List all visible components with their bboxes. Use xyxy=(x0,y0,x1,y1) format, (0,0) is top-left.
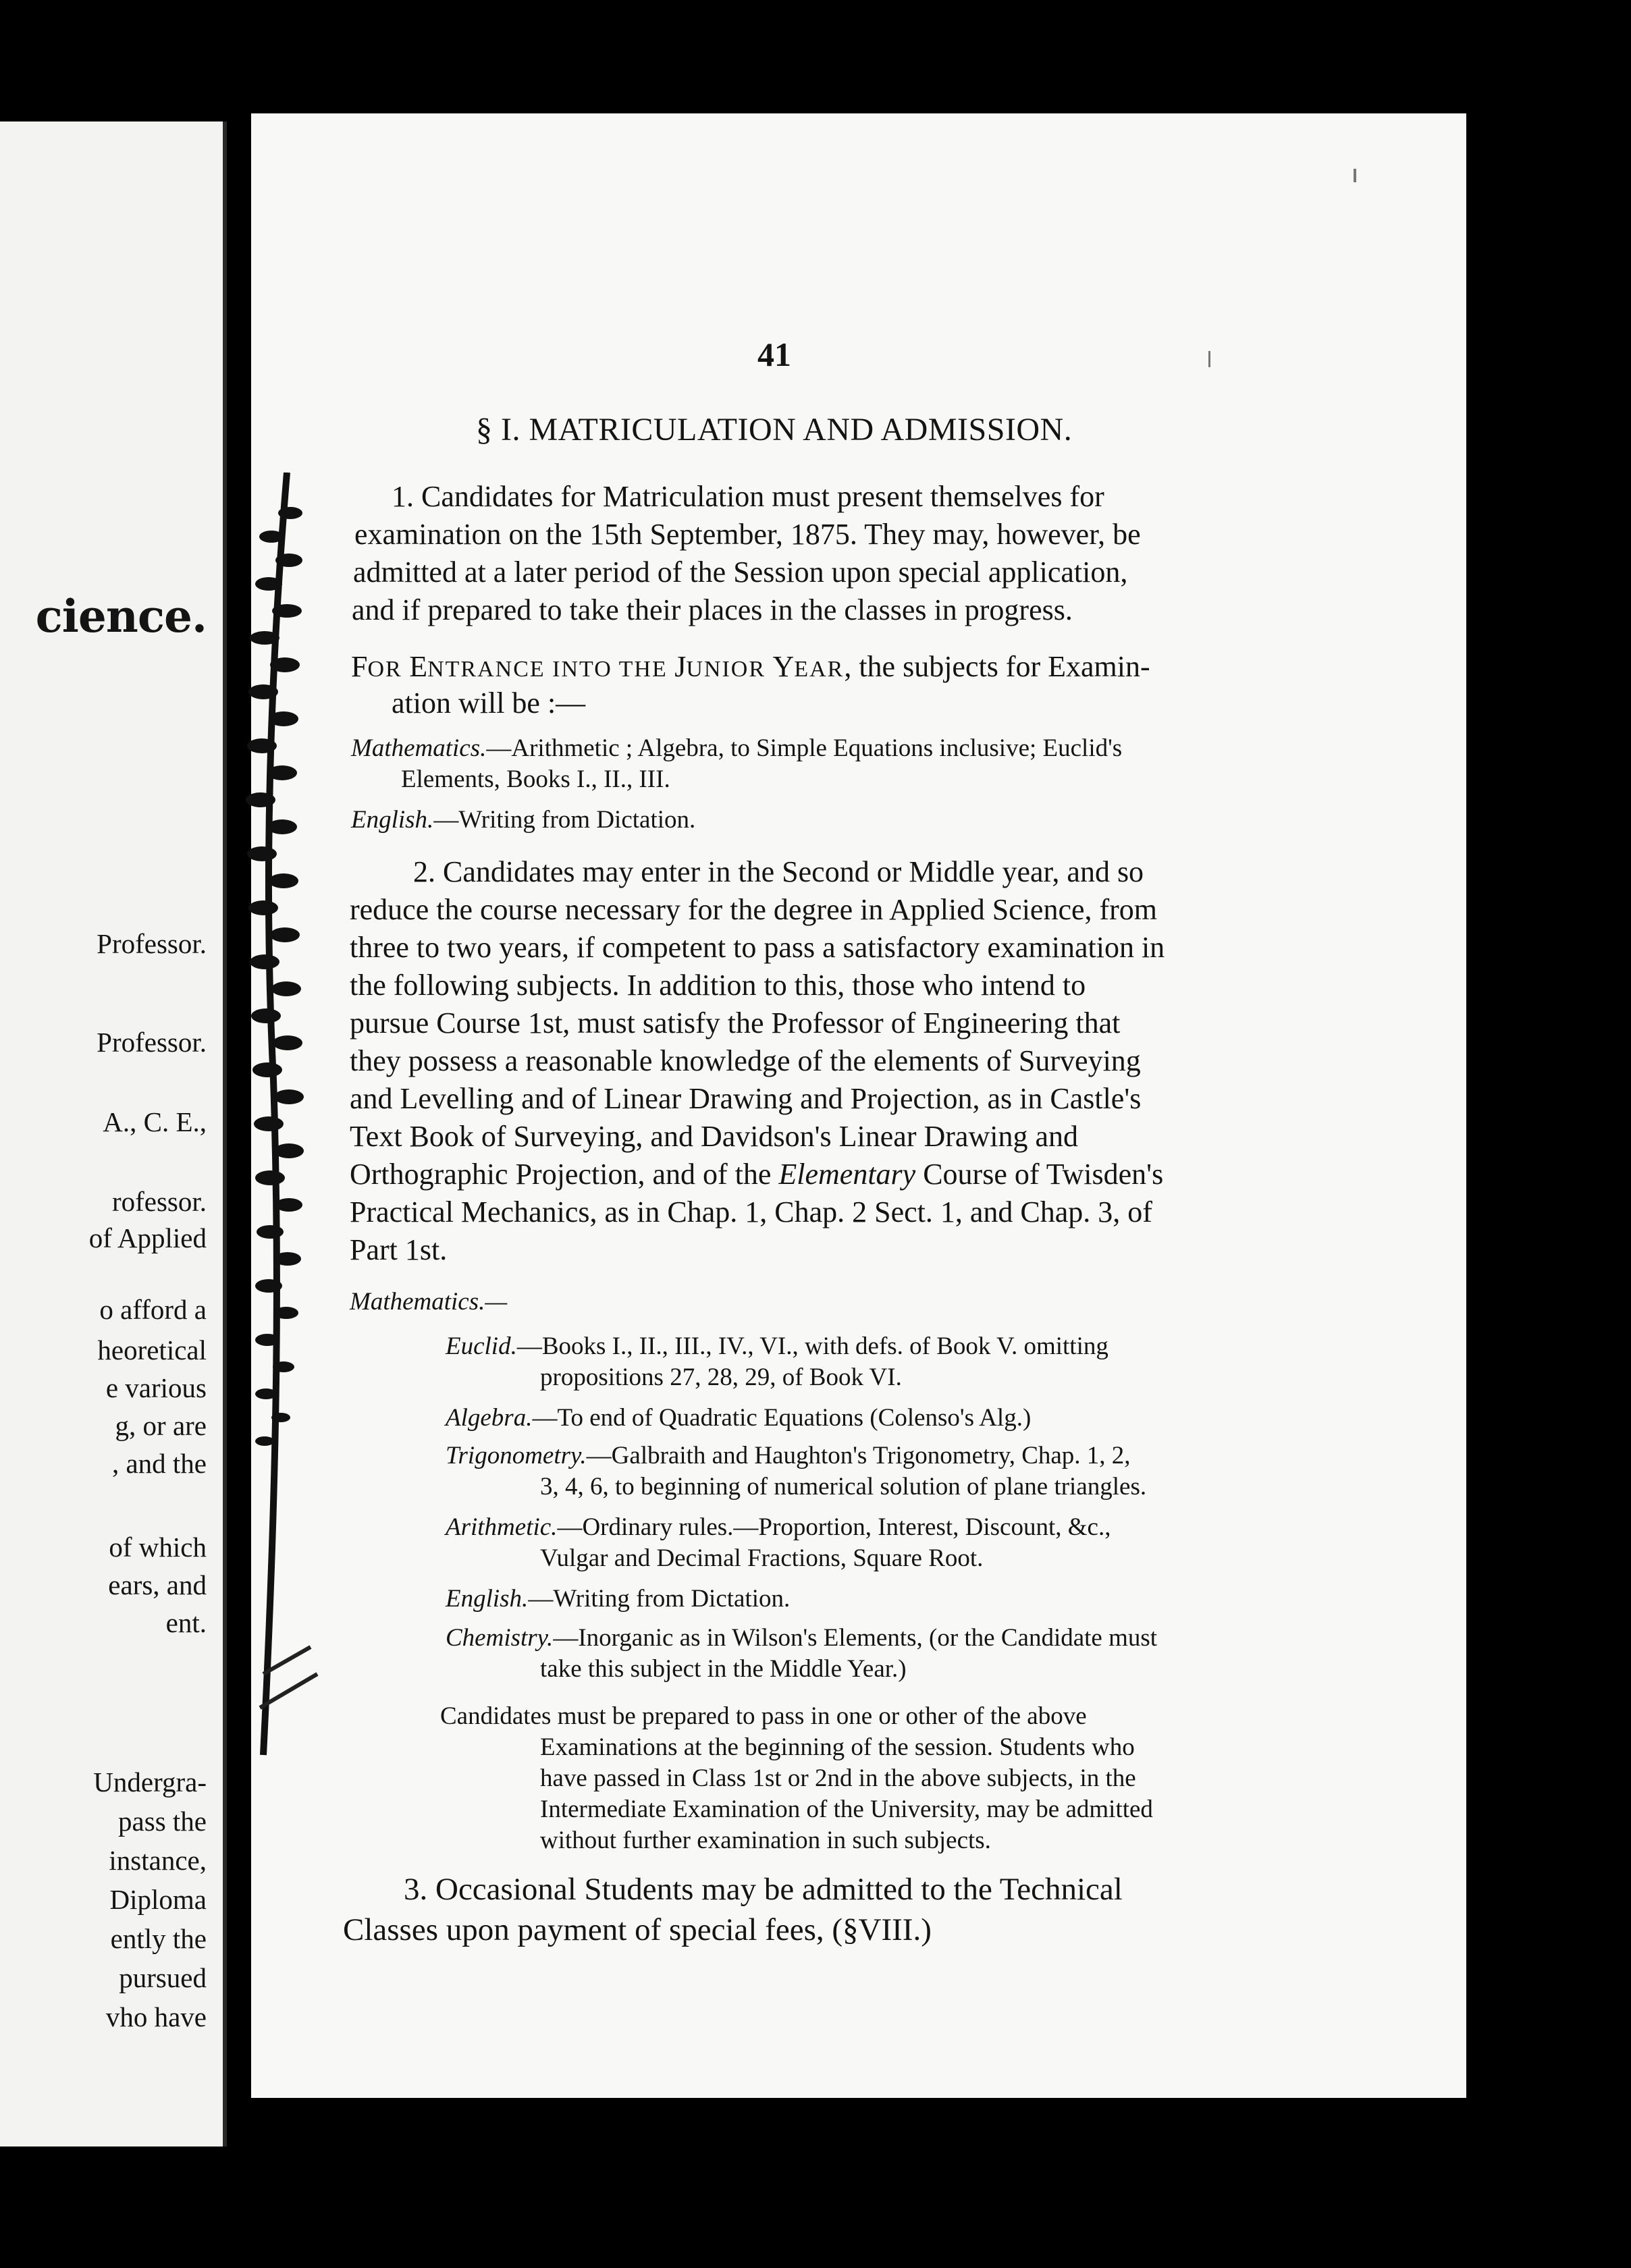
para1-line: examination on the 15th September, 1875. They may, however, be xyxy=(354,518,1141,551)
left-page-line: pass the xyxy=(118,1806,207,1837)
left-page-line: instance, xyxy=(109,1845,207,1876)
para2-line: the following subjects. In addition to this, those who intend to xyxy=(350,969,1086,1002)
left-page-line: heoretical xyxy=(97,1334,207,1366)
para2-line: 2. Candidates may enter in the Second or Middle year, and so xyxy=(413,855,1144,888)
left-page-line: e various xyxy=(105,1372,207,1403)
mathematics-label: Mathematics.— xyxy=(350,1288,508,1316)
candidates-note-line: Intermediate Examination of the University, may be admitted xyxy=(540,1796,1153,1823)
dust-mark xyxy=(1208,351,1210,367)
junior-year-heading: FOR ENTRANCE INTO THE JUNIOR YEAR, the subjects for Examin- xyxy=(351,650,1150,683)
middle-subject-arithmetic-cont: Vulgar and Decimal Fractions, Square Root. xyxy=(540,1544,984,1572)
middle-subject-chemistry-cont: take this subject in the Middle Year.) xyxy=(540,1655,907,1683)
para2-line: pursue Course 1st, must satisfy the Professor of Engineering that xyxy=(350,1006,1121,1040)
left-page-line: ently the xyxy=(110,1923,207,1954)
page-number: 41 xyxy=(757,335,791,373)
middle-subject-english: English.—Writing from Dictation. xyxy=(446,1585,791,1613)
candidates-note-line: Candidates must be prepared to pass in one or other of the above xyxy=(440,1702,1087,1730)
junior-subject-mathematics-cont: Elements, Books I., II., III. xyxy=(401,765,670,793)
middle-subject-euclid: Euclid.—Books I., II., III., IV., VI., with defs. of Book V. omitting xyxy=(446,1332,1108,1360)
left-page-line: ears, and xyxy=(108,1569,207,1600)
para1-line: admitted at a later period of the Session upon special application, xyxy=(353,556,1128,589)
para2-line: reduce the course necessary for the degree in Applied Science, from xyxy=(350,893,1158,926)
para3-line: 3. Occasional Students may be admitted to the Technical xyxy=(404,1872,1123,1907)
para2-line: and Levelling and of Linear Drawing and Projection, as in Castle's xyxy=(350,1082,1142,1115)
middle-subject-arithmetic: Arithmetic.—Ordinary rules.—Proportion, Interest, Discount, &c., xyxy=(446,1513,1111,1541)
dust-mark xyxy=(1354,169,1356,182)
middle-subject-algebra: Algebra.—To end of Quadratic Equations (Colenso's Alg.) xyxy=(446,1404,1032,1432)
left-page-line: of Applied xyxy=(88,1222,207,1253)
section-heading: § I. MATRICULATION AND ADMISSION. xyxy=(476,412,1073,448)
para2-line: Orthographic Projection, and of the Elementary Course of Twisden's xyxy=(350,1158,1164,1191)
middle-subject-trigonometry-cont: 3, 4, 6, to beginning of numerical solution of plane triangles. xyxy=(540,1473,1147,1501)
left-page-line: Professor. xyxy=(97,1027,207,1058)
left-page-line: rofessor. xyxy=(111,1186,207,1217)
pressed-fern-image xyxy=(223,473,338,1823)
para2-line: Part 1st. xyxy=(350,1233,448,1266)
junior-subject-english: English.—Writing from Dictation. xyxy=(351,806,696,834)
left-page-line: Diploma xyxy=(109,1884,207,1915)
para1-line: 1. Candidates for Matriculation must present themselves for xyxy=(392,480,1104,513)
left-page-line: A., C. E., xyxy=(103,1106,207,1137)
left-page-line: of which xyxy=(109,1532,207,1563)
middle-subject-trigonometry: Trigonometry.—Galbraith and Haughton's Trigonometry, Chap. 1, 2, xyxy=(446,1442,1131,1469)
candidates-note-line: Examinations at the beginning of the session. Students who xyxy=(540,1733,1135,1761)
para2-line: they possess a reasonable knowledge of the elements of Surveying xyxy=(350,1044,1141,1077)
candidates-note-line: without further examination in such subjects. xyxy=(540,1827,991,1854)
left-page-line: ent. xyxy=(165,1607,207,1638)
junior-year-heading-cont: ation will be :— xyxy=(392,686,586,720)
left-facing-page xyxy=(0,122,227,2146)
para3-line: Classes upon payment of special fees, (§VIII.) xyxy=(343,1912,932,1947)
left-page-line: pursued xyxy=(119,1962,207,1993)
middle-subject-euclid-cont: propositions 27, 28, 29, of Book VI. xyxy=(540,1364,902,1391)
left-page-line: Undergra- xyxy=(93,1766,207,1798)
para2-line: Text Book of Surveying, and Davidson's Linear Drawing and xyxy=(350,1120,1078,1153)
left-page-line: , and the xyxy=(111,1448,207,1479)
left-page-line: Professor. xyxy=(97,928,207,959)
para2-line: Practical Mechanics, as in Chap. 1, Chap. 2 Sect. 1, and Chap. 3, of xyxy=(350,1195,1152,1228)
left-page-line: o afford a xyxy=(99,1294,207,1325)
left-page-line: vho have xyxy=(105,2001,207,2032)
left-page-title-fragment: cience. xyxy=(35,590,207,643)
para1-line: and if prepared to take their places in the classes in progress. xyxy=(352,593,1073,626)
candidates-note-line: have passed in Class 1st or 2nd in the above subjects, in the xyxy=(540,1764,1136,1792)
left-page-line: g, or are xyxy=(115,1410,207,1441)
para2-line: three to two years, if competent to pass a satisfactory examination in xyxy=(350,931,1165,964)
middle-subject-chemistry: Chemistry.—Inorganic as in Wilson's Elements, (or the Candidate must xyxy=(446,1624,1158,1652)
junior-subject-mathematics: Mathematics.—Arithmetic ; Algebra, to Simple Equations inclusive; Euclid's xyxy=(351,734,1123,762)
